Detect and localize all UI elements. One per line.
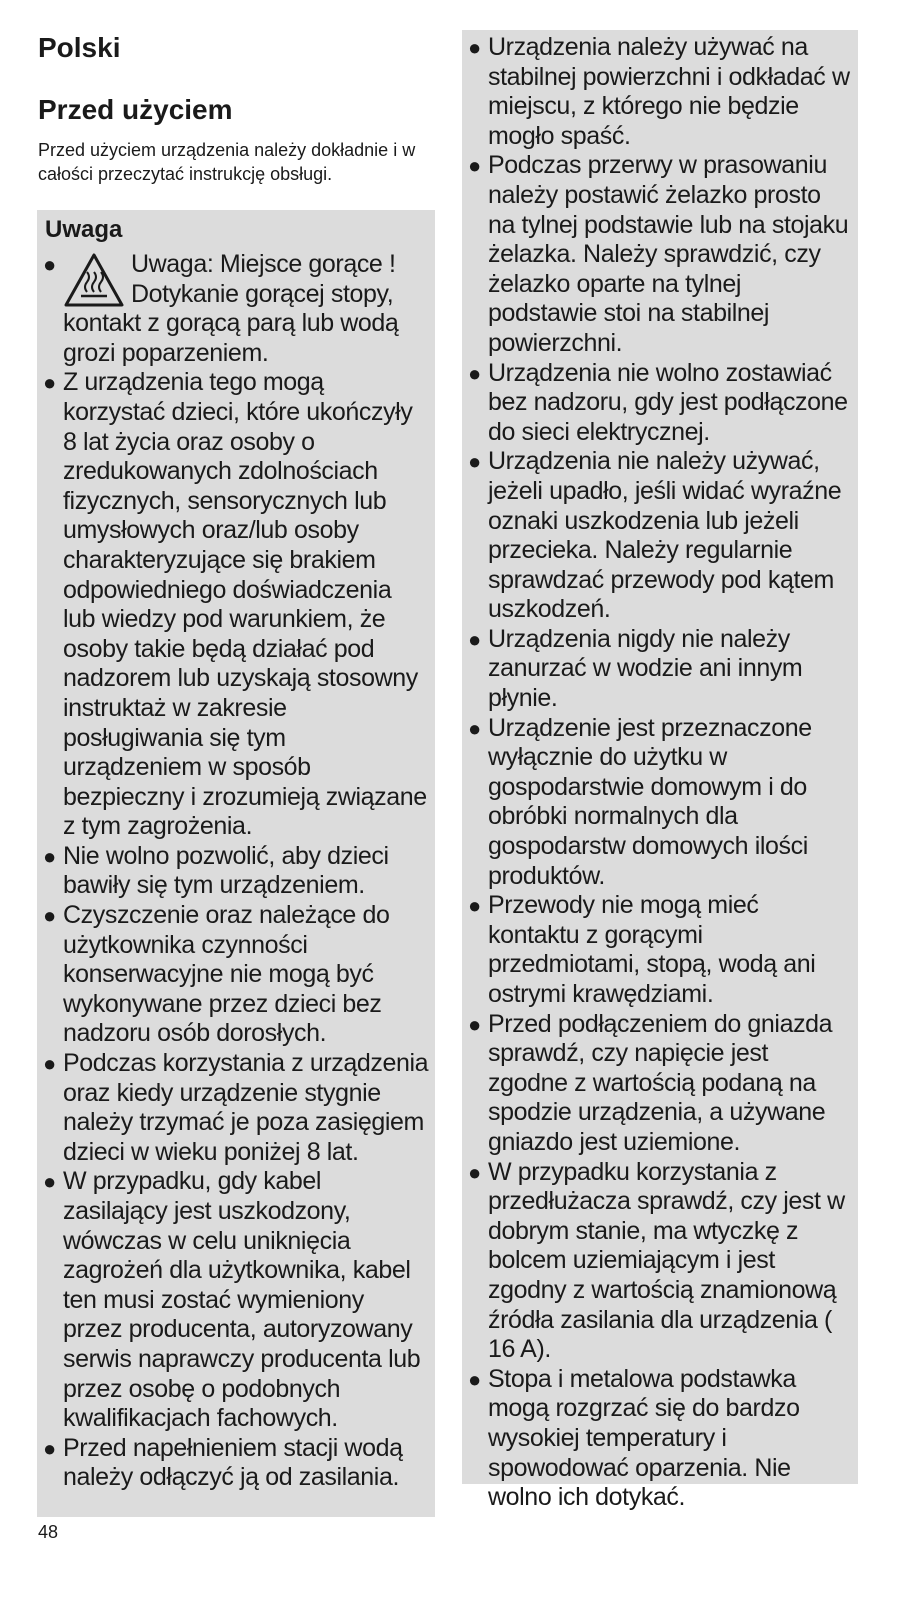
- list-item-text: W przypadku, gdy kabel zasilający jest uszkodzony, wówczas w celu uniknięcia zagrożeń dla użytkownika, kabel ten musi zostać wymieniony przez producenta, autoryzowany serwis naprawczy producenta lub przez osobę o podobnych kwalifikacjach fachowych.: [63, 1167, 421, 1433]
- list-item: [468, 891, 854, 1009]
- list-item: [43, 1049, 429, 1167]
- bullet-icon: ●: [468, 715, 481, 741]
- list-item-text: Nie wolno pozwolić, aby dzieci bawiły się tym urządzeniem.: [63, 841, 389, 900]
- bullet-icon: ●: [468, 35, 481, 60]
- language-title: Polski: [38, 32, 121, 63]
- bullet-icon: ●: [43, 903, 56, 929]
- list-item: [43, 250, 429, 368]
- list-item-text: Urządzenia nie należy używać, jeżeli upadło, jeśli widać wyraźne oznaki uszkodzenia lub jeżeli przecieka. Należy regularnie sprawdzać przewody pod kątem uszkodzeń.: [488, 447, 842, 624]
- bullet-icon: ●: [468, 360, 481, 386]
- warning-box: [37, 210, 435, 1517]
- bullet-icon: ●: [43, 370, 56, 396]
- list-item-text: Przewody nie mogą mieć kontaktu z gorącymi przedmiotami, stopą, wodą ani ostrymi krawędziami.: [488, 891, 816, 1008]
- bullet-icon: ●: [43, 252, 56, 277]
- list-item: [43, 1167, 429, 1433]
- list-item: [468, 151, 854, 358]
- list-item-text: Podczas korzystania z urządzenia oraz kiedy urządzenie stygnie należy trzymać je poza zasięgiem dzieci w wieku poniżej 8 lat.: [63, 1049, 429, 1166]
- list-item-text: Urządzenia należy używać na stabilnej powierzchni i odkładać w miejscu, z którego nie będzie mogło spaść.: [488, 33, 850, 150]
- list-item: [43, 842, 429, 901]
- list-item-text: Podczas przerwy w prasowaniu należy postawić żelazko prosto na tylnej podstawie lub na stojaku żelazka. Należy sprawdzić, czy żelazko oparte na tylnej podstawie stoi na stabilnej powierzchni.: [488, 151, 849, 357]
- warning-list: [43, 250, 429, 1493]
- bullet-icon: ●: [468, 1366, 481, 1392]
- list-item: [468, 1365, 854, 1513]
- list-item: [468, 1158, 854, 1365]
- list-item: [43, 368, 429, 842]
- list-item-text: Urządzenia nie wolno zostawiać bez nadzoru, gdy jest podłączone do sieci elektrycznej.: [488, 358, 848, 446]
- bullet-icon: ●: [468, 449, 481, 475]
- list-item-text: Urządzenie jest przeznaczone wyłącznie do użytku w gospodarstwie domowym i do obróbki normalnych dla gospodarstw domowych ilości produktów.: [488, 713, 812, 890]
- list-item-text: Przed napełnieniem stacji wodą należy odłączyć ją od zasilania.: [63, 1433, 403, 1492]
- bullet-icon: ●: [468, 626, 481, 652]
- bullet-icon: ●: [43, 1051, 56, 1077]
- intro-paragraph: Przed użyciem urządzenia należy dokładnie i w całości przeczytać instrukcję obsługi.: [38, 140, 416, 184]
- list-item-text: Urządzenia nigdy nie należy zanurzać w wodzie ani innym płynie.: [488, 624, 803, 713]
- list-item-text: Stopa i metalowa podstawka mogą rozgrzać się do bardzo wysokiej temperatury i spowodować oparzenia. Nie wolno ich dotykać.: [488, 1364, 800, 1512]
- list-item-text: W przypadku korzystania z przedłużacza sprawdź, czy jest w dobrym stanie, ma wtyczkę z bolcem uziemiającym i jest zgodny z wartością znamionową źródła zasilania dla urządzenia ( 16 A).: [488, 1157, 845, 1364]
- page-number: 48: [38, 1522, 59, 1542]
- bullet-icon: ●: [43, 843, 56, 869]
- list-item: [43, 1434, 429, 1493]
- list-item-text: Z urządzenia tego mogą korzystać dzieci, które ukończyły 8 lat życia oraz osoby o zredukowanych zdolnościach fizycznych, sensorycznych lub umysłowych oraz/lub osoby charakteryzujące się brakiem odpowiedniego doświadczenia lub wiedzy pod warunkiem, że osoby takie będą działać pod nadzorem lub uzyskają stosowny instruktaż w zakresie posługiwania się tym urządzeniem w sposób bezpieczny i zrozumieją związane z tym zagrożenia.: [63, 368, 427, 841]
- list-item-text: Przed podłączeniem do gniazda sprawdź, czy napięcie jest zgodne z wartością podaną na spodzie urządzenia, a używane gniazdo jest uziemione.: [488, 1009, 833, 1156]
- list-item: [468, 447, 854, 625]
- bullet-icon: ●: [468, 1011, 481, 1037]
- section-title: Przed użyciem: [38, 94, 233, 125]
- bullet-icon: ●: [43, 1435, 56, 1461]
- bullet-icon: ●: [43, 1169, 56, 1195]
- list-item: [468, 1010, 854, 1158]
- safety-list: [468, 33, 854, 1513]
- safety-box-continued: [462, 30, 858, 1512]
- bullet-icon: ●: [468, 153, 481, 179]
- list-item: [468, 33, 854, 151]
- bullet-icon: ●: [468, 893, 481, 919]
- list-item: [468, 714, 854, 892]
- list-item-text: Uwaga: Miejsce gorące ! Dotykanie gorącej stopy, kontakt z gorącą parą lub wodą grozi poparzeniem.: [63, 250, 399, 367]
- list-item: [468, 625, 854, 714]
- list-item: [43, 901, 429, 1049]
- bullet-icon: ●: [468, 1159, 481, 1185]
- hot-surface-warning-icon: [63, 252, 125, 308]
- warning-box-title: Uwaga: [45, 216, 123, 243]
- list-item-text: Czyszczenie oraz należące do użytkownika czynności konserwacyjne nie mogą być wykonywane przez dzieci bez nadzoru osób dorosłych.: [63, 901, 390, 1048]
- list-item: [468, 359, 854, 448]
